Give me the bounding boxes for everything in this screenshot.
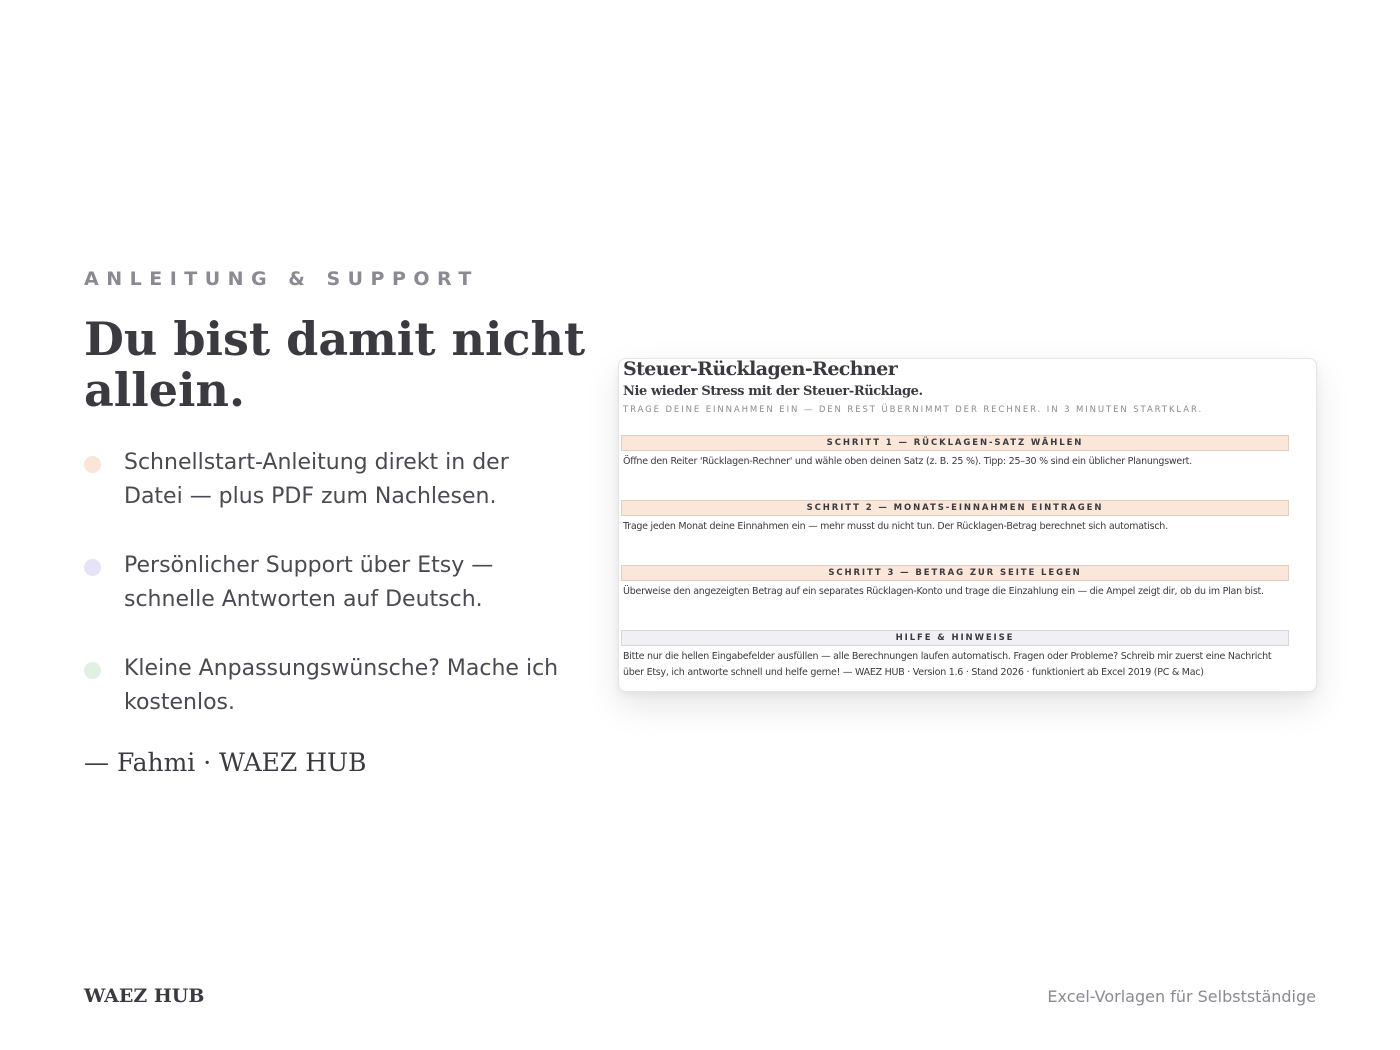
step-1-header: SCHRITT 1 — RÜCKLAGEN-SATZ WÄHLEN [621,435,1289,451]
bullet-dot-icon [84,662,101,679]
step-3-text: Überweise den angezeigten Betrag auf ein separates Rücklagen-Konto und trage die Einzahlung ein — die Ampel zeigt dir, ob du im Plan bist. [623,586,1264,597]
page-title: Du bist damit nicht allein. [84,312,586,417]
spreadsheet-screenshot [618,358,1317,692]
help-text: Bitte nur die hellen Eingabefelder ausfüllen — alle Berechnungen laufen automatisch. Fragen oder Probleme? Schreib mir zuerst eine Nachricht über Etsy, ich antworte schnell und helfe gerne! — WAEZ HUB · Version 1.6 · Stand 2026 · funktioniert ab Excel 2019 (PC & Mac) [623,651,1272,678]
screenshot-title: Steuer-Rücklagen-Rechner [623,358,898,380]
screenshot-subtitle: Nie wieder Stress mit der Steuer-Rücklage. [623,384,923,399]
bullet-dot-icon [84,456,101,473]
footer-brand: WAEZ HUB [84,985,205,1007]
eyebrow-label: ANLEITUNG & SUPPORT [84,268,479,290]
step-2-header: SCHRITT 2 — MONATS-EINNAHMEN EINTRAGEN [621,500,1289,516]
list-item-text: Kleine Anpassungswünsche? Mache ich kostenlos. [124,656,559,715]
list-item [84,446,564,514]
list-item-text: Persönlicher Support über Etsy — schnelle Antworten auf Deutsch. [124,553,494,612]
step-2-text: Trage jeden Monat deine Einnahmen ein — mehr musst du nicht tun. Der Rücklagen-Betrag berechnet sich automatisch. [623,521,1168,532]
screenshot-tagline: TRAGE DEINE EINNAHMEN EIN — DEN REST ÜBERNIMMT DER RECHNER. IN 3 MINUTEN STARTKLAR. [623,405,1204,415]
list-item-text: Schnellstart-Anleitung direkt in der Datei — plus PDF zum Nachlesen. [124,450,509,509]
step-3-header: SCHRITT 3 — BETRAG ZUR SEITE LEGEN [621,565,1289,581]
bullet-dot-icon [84,559,101,576]
feature-list [84,446,564,720]
list-item [84,652,564,720]
step-1-text: Öffne den Reiter 'Rücklagen-Rechner' und wähle oben deinen Satz (z. B. 25 %). Tipp: 25–30 % sind ein üblicher Planungswert. [623,456,1192,467]
help-header: HILFE & HINWEISE [621,630,1289,646]
signature: — Fahmi · WAEZ HUB [84,748,367,777]
list-item [84,549,564,617]
footer-tagline: Excel-Vorlagen für Selbstständige [1047,987,1316,1006]
